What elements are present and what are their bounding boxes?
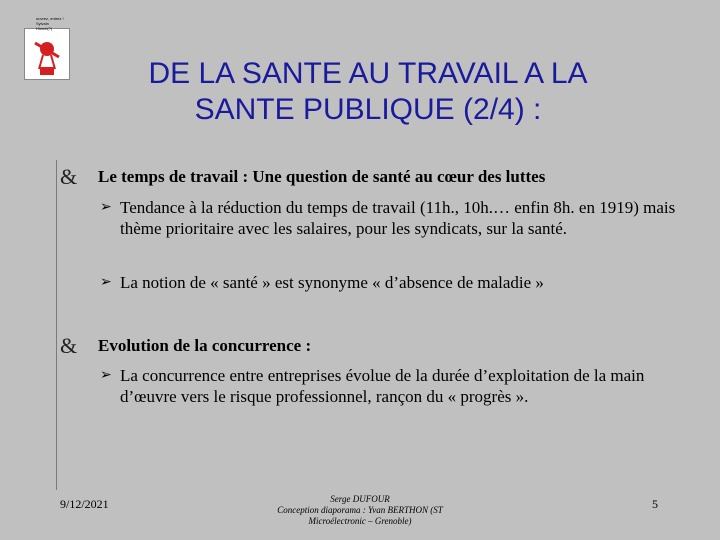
slide-title — [58, 56, 678, 128]
list-item: ➢ La concurrence entre entreprises évolue de la durée d’exploitation de la main d’œuvre vers le risque professionnel, rançon du « progrès ». — [100, 366, 645, 406]
arrow-bullet-icon: ➢ — [100, 367, 112, 383]
left-rule — [56, 160, 57, 490]
section-heading: Evolution de la concurrence : — [98, 336, 312, 355]
title-line-1: DE LA SANTE AU TRAVAIL A LA — [148, 57, 588, 90]
page-number: 5 — [652, 497, 658, 511]
arrow-bullet-icon: ➢ — [100, 274, 112, 290]
ampersand-bullet-icon: & — [60, 333, 78, 358]
section-heading: Le temps de travail : Une question de santé au cœur des luttes — [98, 167, 546, 186]
list-item: ➢ Tendance à la réduction du temps de travail (11h., 10h.… enfin 8h. en 1919) mais thème prioritaire avec les salaires, pour les syndicats, sur la santé. — [100, 198, 676, 238]
logo-caption: ouvrez, entrez ! Sylvain Hinnel(?) — [36, 16, 64, 31]
ampersand-bullet-icon: & — [60, 164, 78, 189]
footer-date: 9/12/2021 — [60, 497, 109, 511]
list-item: ➢ La notion de « santé » est synonyme « d’absence de maladie » — [100, 273, 544, 292]
arrow-bullet-icon: ➢ — [100, 199, 112, 215]
footer-credit: Serge DUFOUR Conception diaporama : Yvan BERTHON (ST Microélectronic – Grenoble) — [277, 494, 443, 526]
title-line-2: SANTE PUBLIQUE (2/4) : — [194, 93, 542, 126]
